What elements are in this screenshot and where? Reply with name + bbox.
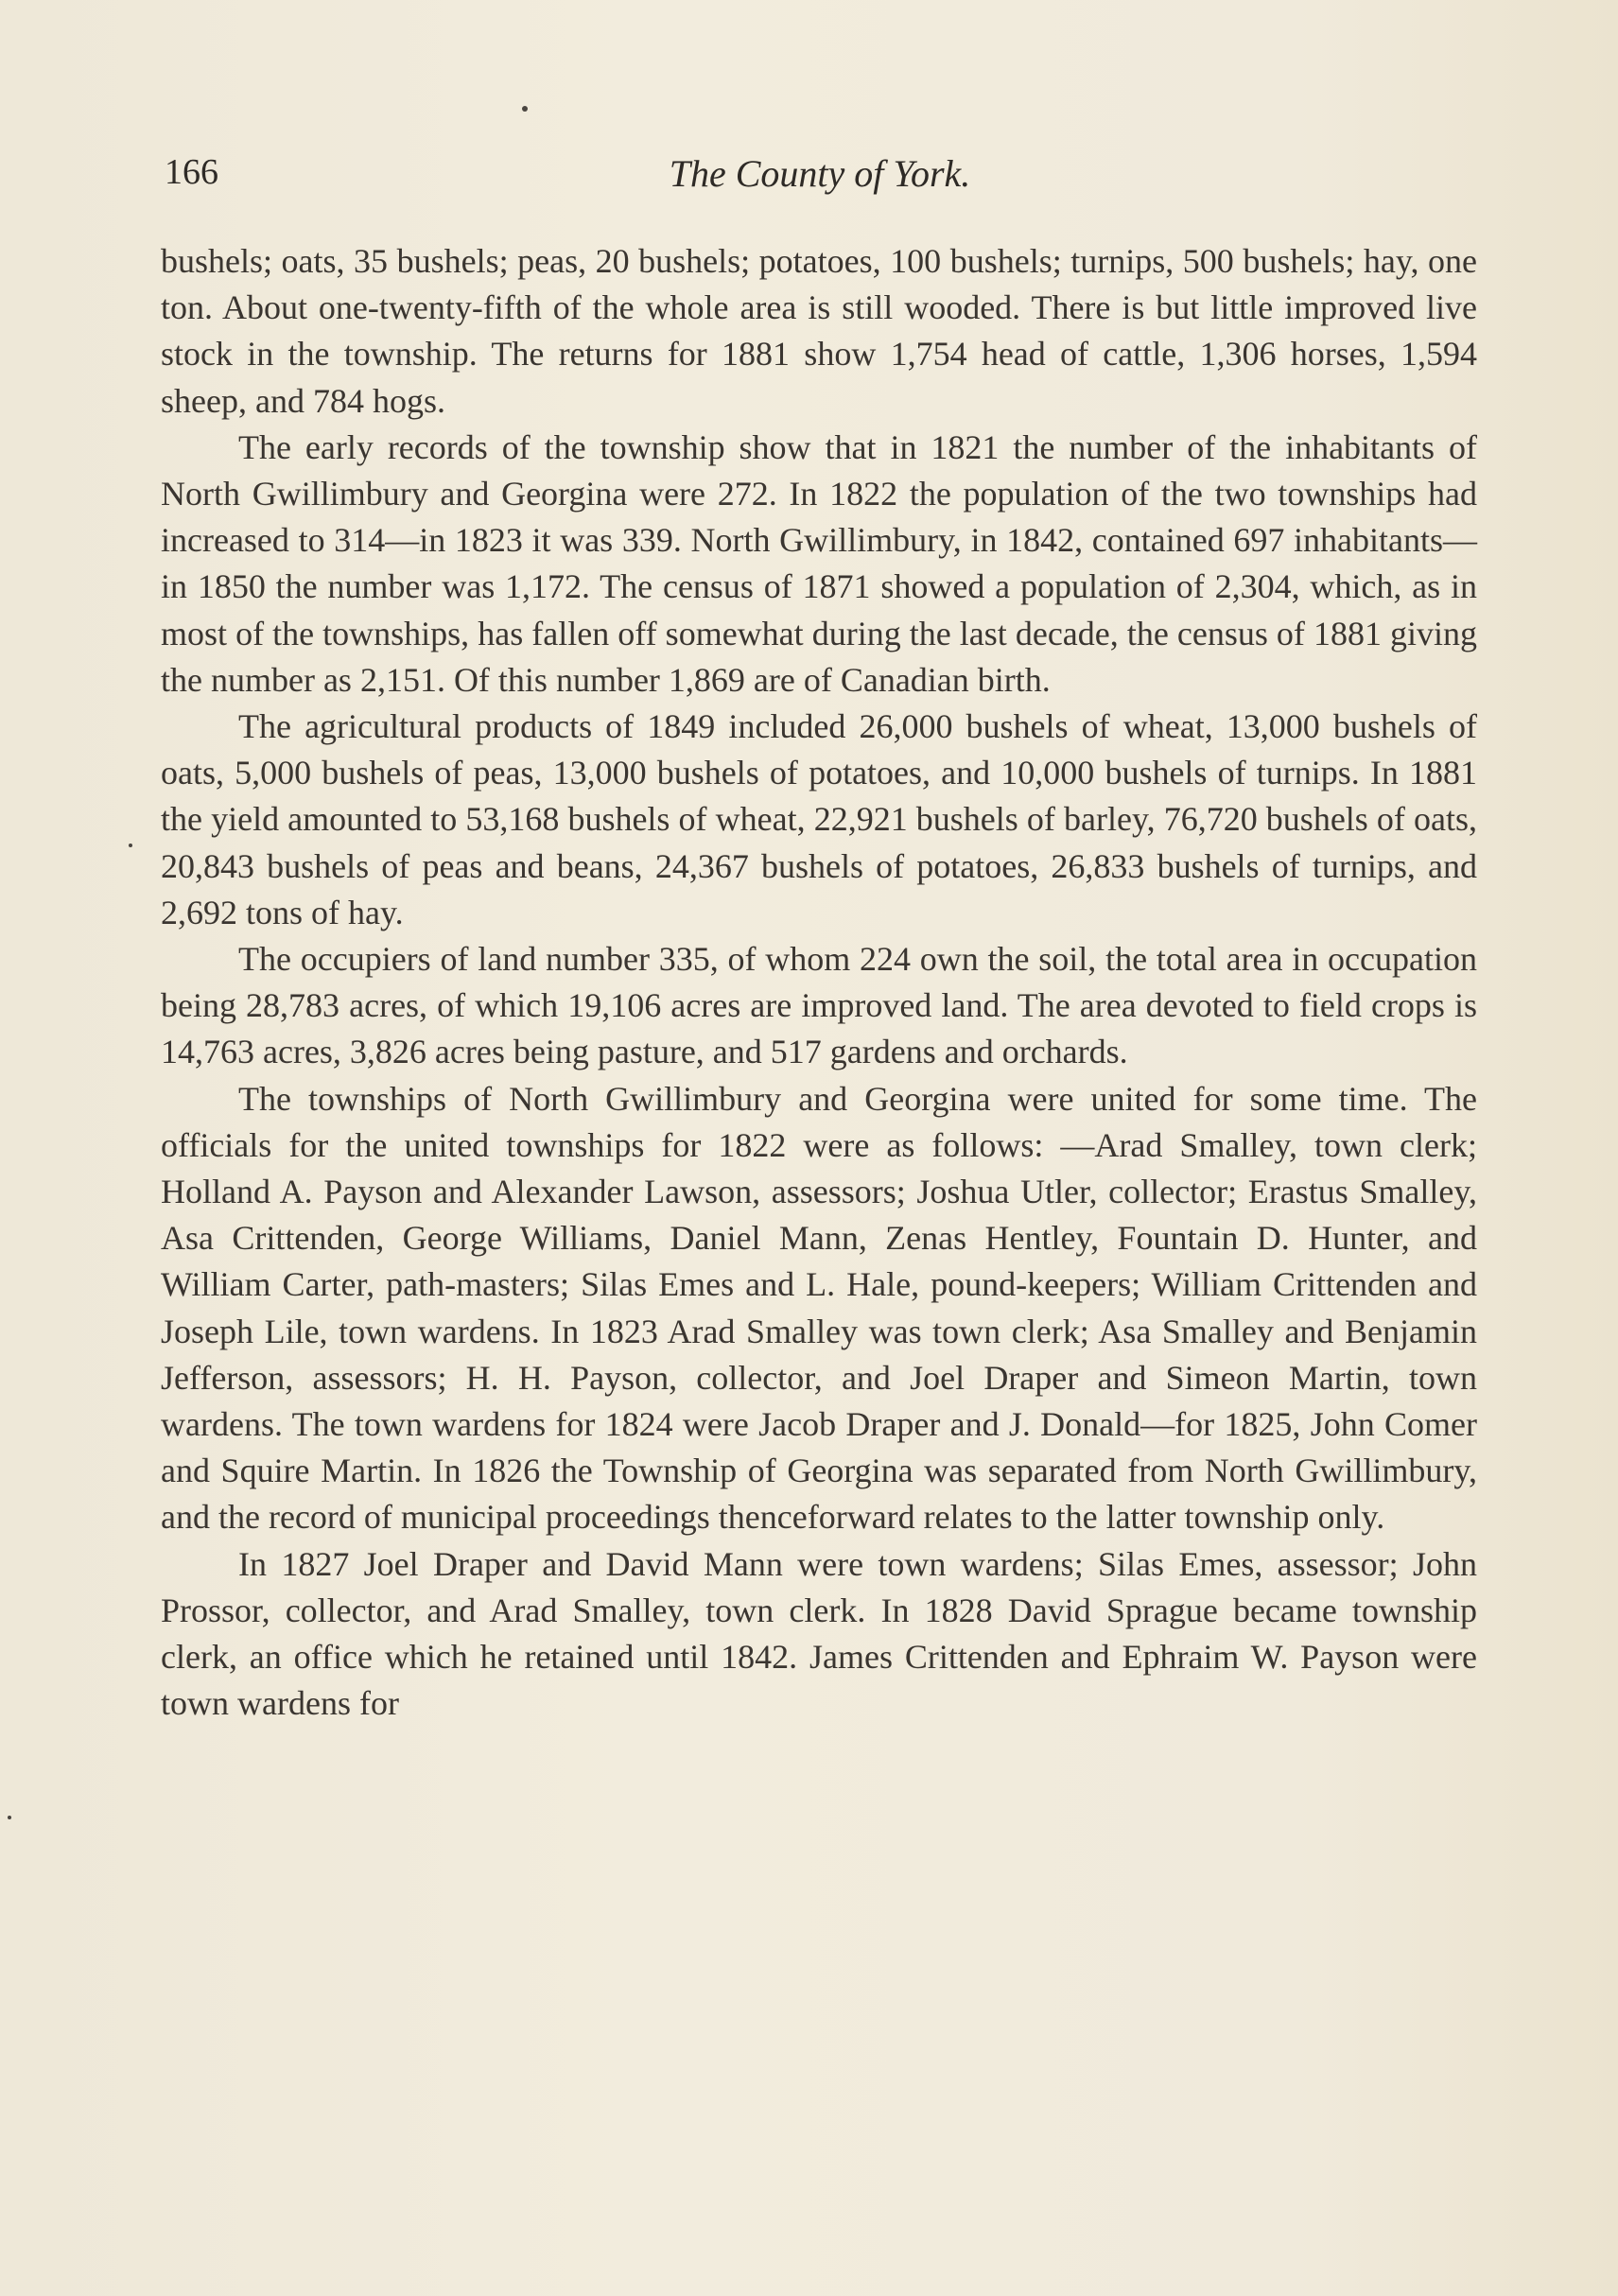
page-header xyxy=(163,151,1477,208)
paragraph: bushels; oats, 35 bushels; peas, 20 bushels; potatoes, 100 bushels; turnips, 500 bushels; hay, one ton. About one-twenty-fifth of the whole area is still wooded. There is but little improved live stock in the township. The returns for 1881 show 1,754 head of cattle, 1,306 horses, 1,594 sheep, and 784 hogs. xyxy=(161,242,1477,420)
print-speck xyxy=(129,844,132,847)
paragraph: The early records of the township show that in 1821 the number of the inhabitants of North Gwillimbury and Georgina were 272. In 1822 the population of the two townships had increased to 314—in 1823 it was 339. North Gwillimbury, in 1842, contained 697 inhabitants—in 1850 the number was 1,172. The census of 1871 showed a population of 2,304, which, as in most of the townships, has fallen off somewhat during the last decade, the census of 1881 giving the number as 2,151. Of this number 1,869 are of Canadian birth. xyxy=(161,427,1477,699)
body-text xyxy=(161,238,1477,1728)
paragraph: The agricultural products of 1849 included 26,000 bushels of wheat, 13,000 bushels of oats, 5,000 bushels of peas, 13,000 bushels of potatoes, and 10,000 bushels of turnips. In 1881 the yield amounted to 53,168 bushels of wheat, 22,921 bushels of barley, 76,720 bushels of oats, 20,843 bushels of peas and beans, 24,367 bushels of potatoes, 26,833 bushels of turnips, and 2,692 tons of hay. xyxy=(161,707,1477,931)
print-speck xyxy=(8,1816,11,1819)
paragraph: The occupiers of land number 335, of whom 224 own the soil, the total area in occupation being 28,783 acres, of which 19,106 acres are improved land. The area devoted to field crops is 14,763 acres, 3,826 acres being pasture, and 517 gardens and orchards. xyxy=(161,940,1477,1071)
running-title: The County of York. xyxy=(669,152,971,195)
paragraph: In 1827 Joel Draper and David Mann were town wardens; Silas Emes, assessor; John Prossor, collector, and Arad Smalley, town clerk. In 1828 David Sprague became township clerk, an office which he retained until 1842. James Crittenden and Ephraim W. Payson were town wardens for xyxy=(161,1544,1477,1723)
paragraph: The townships of North Gwillimbury and Georgina were united for some time. The officials for the united townships for 1822 were as follows: —Arad Smalley, town clerk; Holland A. Payson and Alexander Lawson, assessors; Joshua Utler, collector; Erastus Smalley, Asa Crittenden, George Williams, Daniel Mann, Zenas Hentley, Fountain D. Hunter, and William Carter, path-masters; Silas Emes and L. Hale, pound-keepers; William Crittenden and Joseph Lile, town wardens. In 1823 Arad Smalley was town clerk; Asa Smalley and Benjamin Jefferson, assessors; H. H. Payson, collector, and Joel Draper and Simeon Martin, town wardens. The town wardens for 1824 were Jacob Draper and J. Donald—for 1825, John Comer and Squire Martin. In 1826 the Township of Georgina was separated from North Gwillimbury, and the record of municipal proceedings thenceforward relates to the latter township only. xyxy=(161,1079,1477,1537)
print-speck xyxy=(522,106,528,112)
page-number: 166 xyxy=(165,152,218,192)
